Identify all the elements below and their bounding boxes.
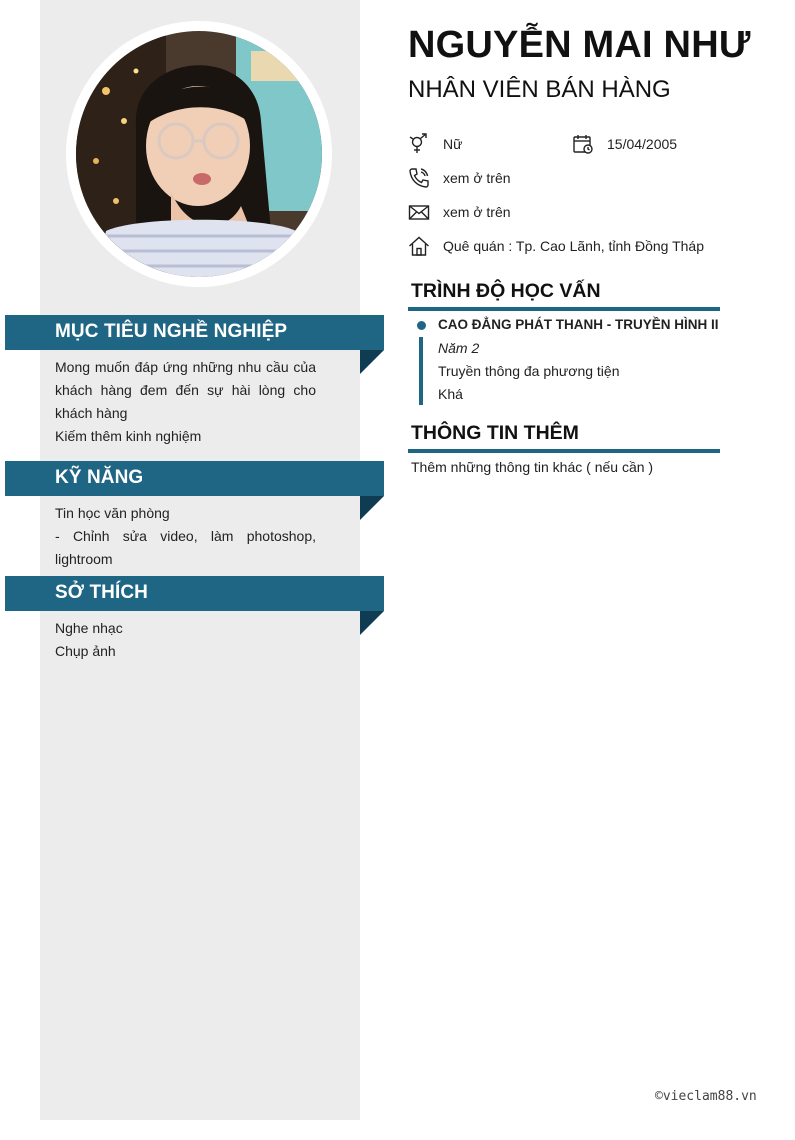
address-row (408, 234, 704, 258)
objective-text (55, 356, 316, 448)
extra-title: THÔNG TIN THÊM (411, 422, 579, 444)
address-text: Quê quán : Tp. Cao Lãnh, tỉnh Đồng Tháp (443, 238, 705, 254)
candidate-name: NGUYỄN MAI NHƯ (408, 24, 751, 66)
objective-ribbon-fold (360, 350, 384, 374)
skills-text (55, 502, 316, 571)
education-title: TRÌNH ĐỘ HỌC VẤN (411, 280, 601, 302)
phone-icon (408, 167, 430, 189)
objective-line: Kiếm thêm kinh nghiệm (55, 428, 202, 444)
phone-row (408, 166, 511, 190)
objective-header (5, 315, 384, 350)
email-text: xem ở trên (443, 204, 511, 220)
skills-header (5, 461, 384, 496)
extra-underline (408, 449, 720, 453)
email-row (408, 200, 511, 224)
envelope-icon (408, 201, 430, 223)
watermark: ©vieclam88.vn (655, 1089, 757, 1104)
hobbies-ribbon-fold (360, 611, 384, 635)
skills-title: KỸ NĂNG (55, 467, 144, 488)
extra-text: Thêm những thông tin khác ( nếu cần ) (411, 459, 654, 475)
birthday-text: 15/04/2005 (607, 136, 678, 152)
education-underline (408, 307, 720, 311)
major: Truyền thông đa phương tiện (438, 363, 620, 379)
hobbies-title: SỞ THÍCH (55, 582, 149, 603)
job-title: NHÂN VIÊN BÁN HÀNG (408, 76, 671, 103)
objective-title: MỤC TIÊU NGHỀ NGHIỆP (55, 321, 288, 342)
timeline-dot (417, 321, 426, 330)
hobbies-header (5, 576, 384, 611)
school-name: CAO ĐẲNG PHÁT THANH - TRUYỀN HÌNH II (438, 317, 719, 332)
calendar-icon (572, 133, 594, 155)
hobby-item: Nghe nhạc (55, 620, 123, 636)
gender-row (408, 132, 462, 156)
profile-photo (76, 31, 322, 277)
gender-text: Nữ (443, 136, 463, 152)
hobbies-text (55, 617, 316, 663)
skills-ribbon-fold (360, 496, 384, 520)
objective-line: Mong muốn đáp ứng những nhu cầu của khách hàng đem đến sự hài lòng cho khách hàng (55, 359, 316, 421)
skill-item: Tin học văn phòng (55, 505, 170, 521)
home-icon (408, 235, 430, 257)
avatar (76, 31, 322, 277)
phone-text: xem ở trên (443, 170, 511, 186)
skill-item: - Chỉnh sửa video, làm photoshop, lightroom (55, 528, 316, 567)
grade: Khá (438, 386, 463, 402)
gender-icon (408, 133, 430, 155)
study-year: Năm 2 (438, 340, 480, 356)
timeline-bar (419, 337, 423, 405)
birthday-row (572, 132, 677, 156)
hobby-item: Chụp ảnh (55, 643, 116, 659)
